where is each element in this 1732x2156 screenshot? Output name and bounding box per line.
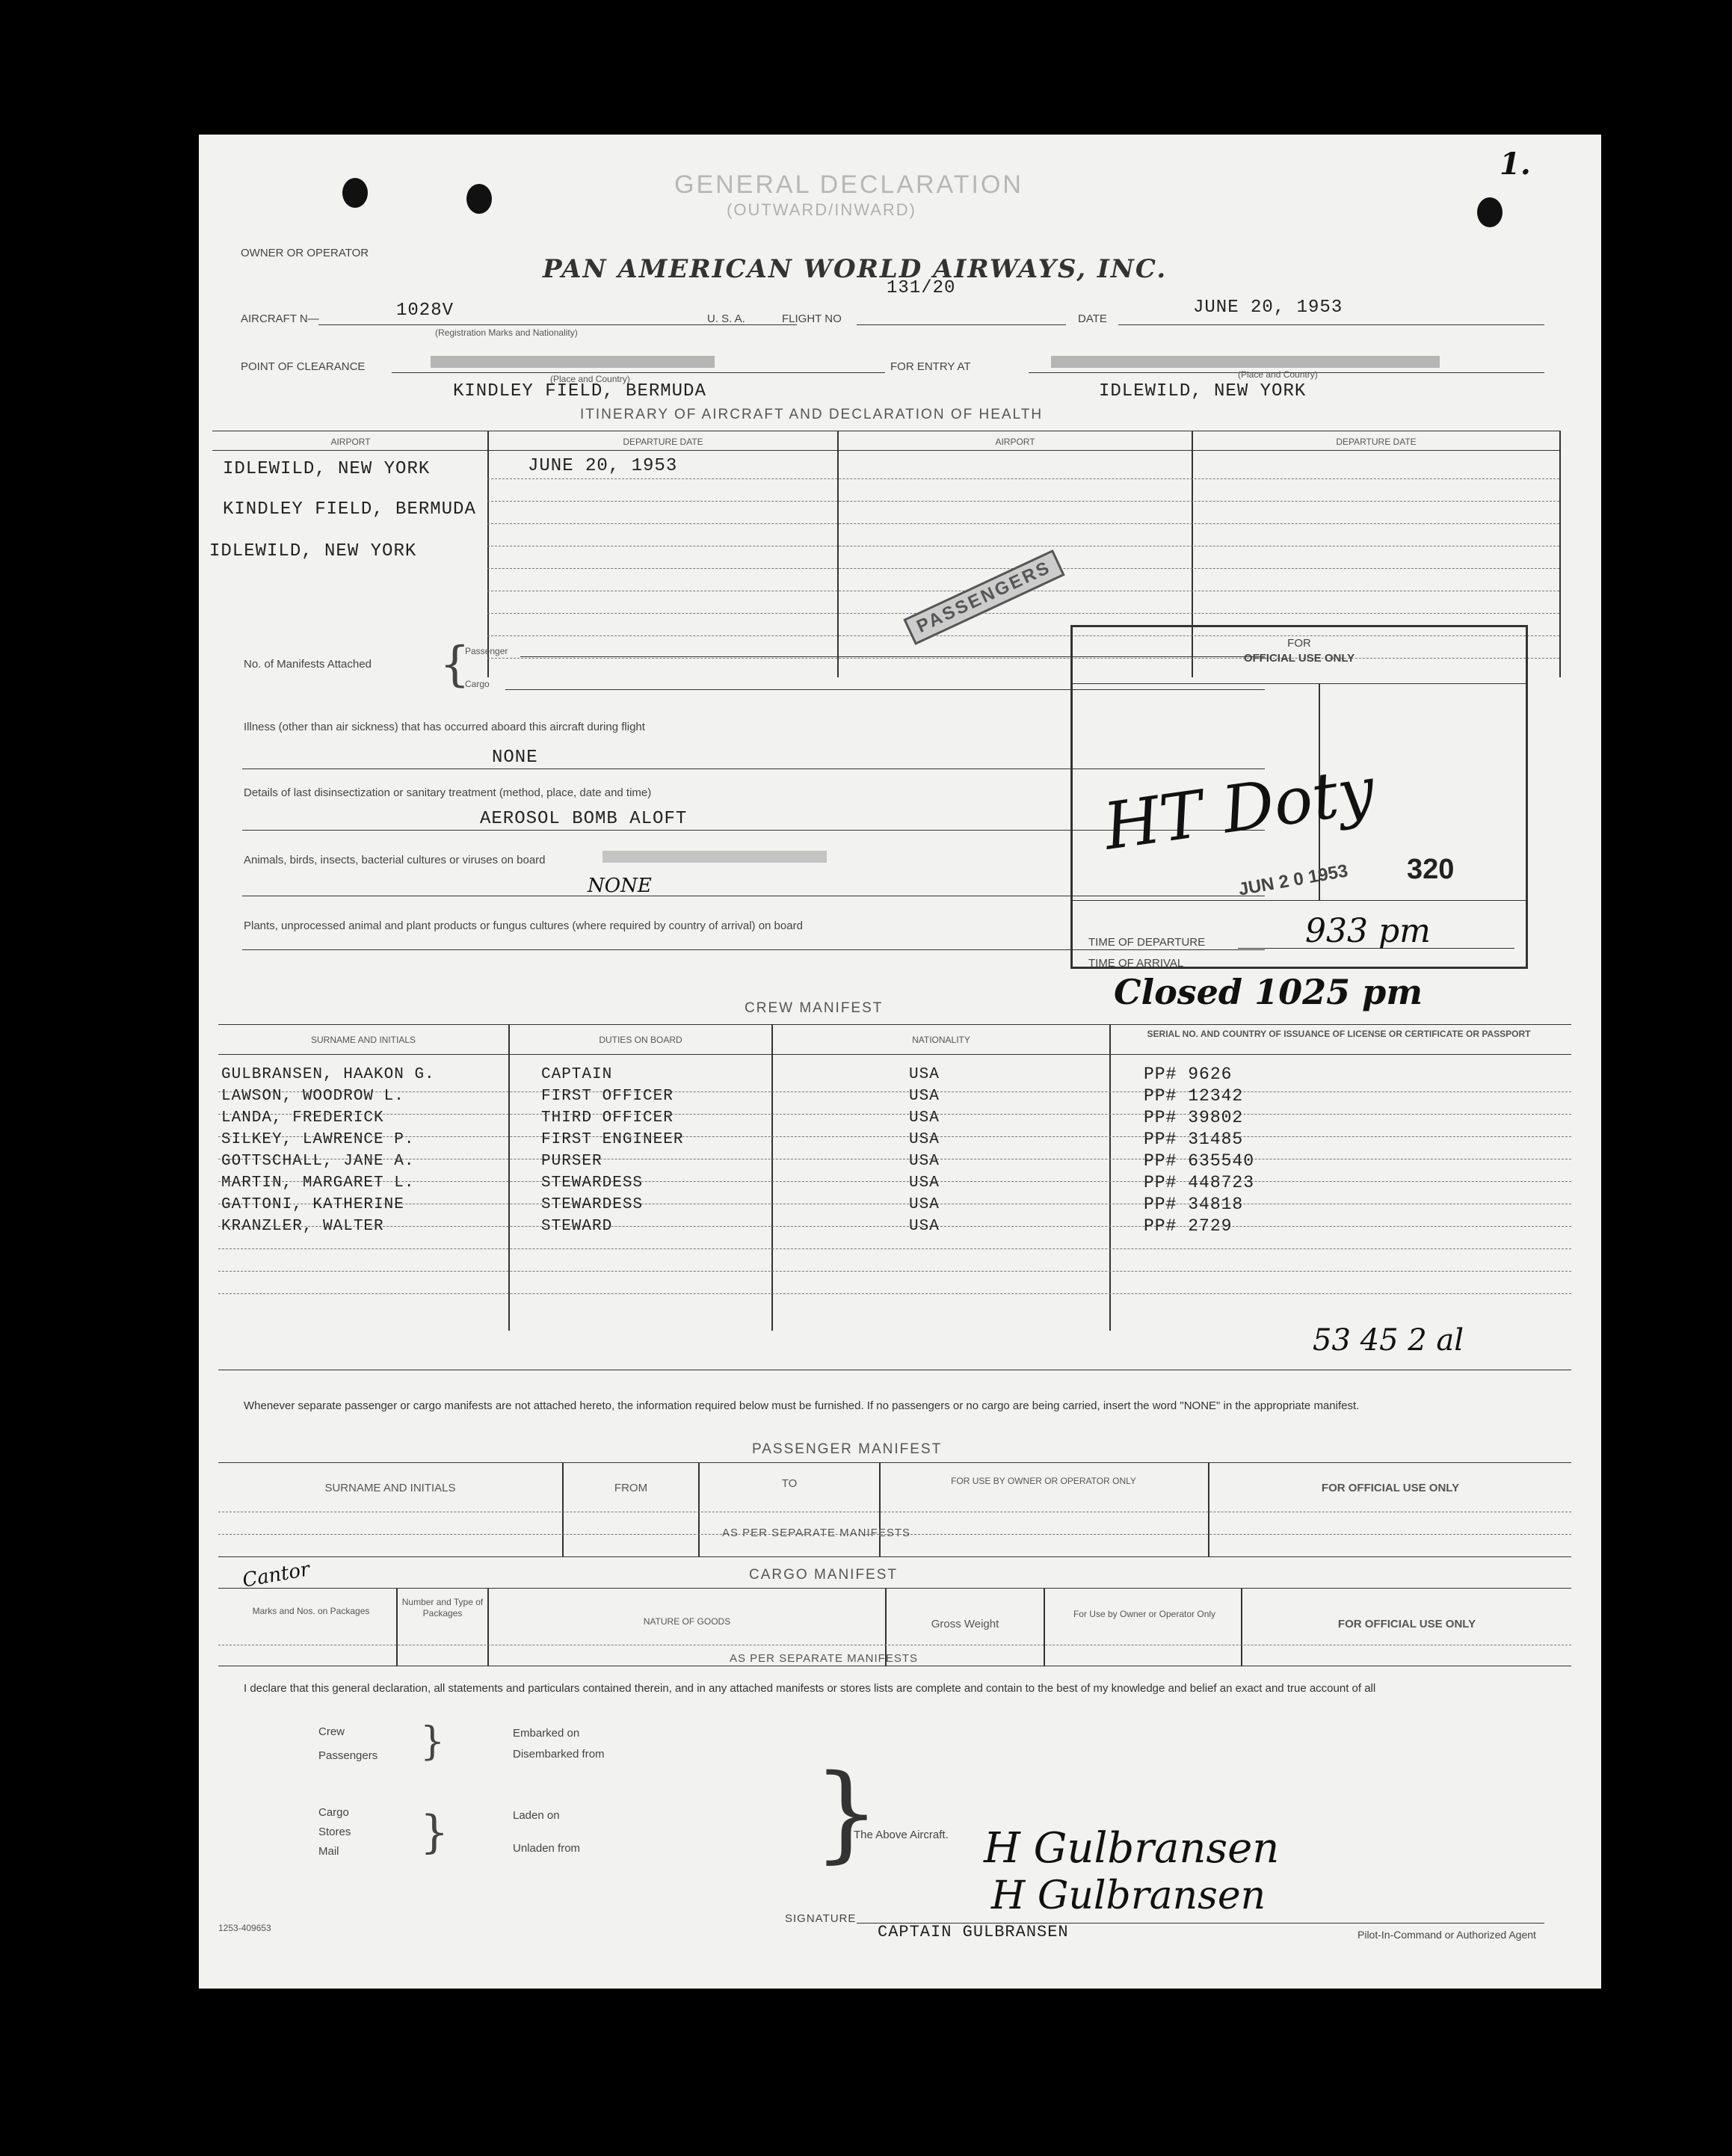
itinerary-header-date-2: DEPARTURE DATE bbox=[1336, 437, 1417, 447]
crew-header-nat: NATIONALITY bbox=[912, 1035, 970, 1045]
date-label: DATE bbox=[1078, 312, 1107, 325]
passenger-label: Passenger bbox=[465, 646, 508, 656]
above-aircraft: The Above Aircraft. bbox=[854, 1829, 949, 1841]
stamp-date: JUN 2 0 1953 bbox=[1236, 860, 1350, 900]
crew-duty: PURSER bbox=[541, 1153, 602, 1170]
crew-header-serial: SERIAL NO. AND COUNTRY OF ISSUANCE OF LICENSE OR CERTIFICATE OR PASSPORT bbox=[1147, 1029, 1531, 1039]
crew-nat: USA bbox=[909, 1088, 940, 1105]
top-right-mark: 1. bbox=[1500, 147, 1531, 182]
punch-hole-left-1 bbox=[342, 178, 368, 208]
disinsect-value: AEROSOL BOMB ALOFT bbox=[480, 809, 688, 829]
signer-typed: CAPTAIN GULBRANSEN bbox=[878, 1923, 1069, 1941]
animals-redacted bbox=[602, 851, 827, 863]
itinerary-header-airport-2: AIRPORT bbox=[995, 437, 1035, 447]
cm-header-weight: Gross Weight bbox=[931, 1618, 999, 1630]
aircraft-value: 1028V bbox=[396, 301, 454, 321]
pm-header-name: SURNAME AND INITIALS bbox=[324, 1482, 456, 1494]
form-number: 1253-409653 bbox=[218, 1923, 271, 1933]
punch-hole-left-2 bbox=[466, 184, 492, 214]
owner-name: PAN AMERICAN WORLD AIRWAYS, INC. bbox=[543, 254, 1168, 284]
crew-duty: FIRST ENGINEER bbox=[541, 1131, 684, 1148]
aircraft-sublabel: (Registration Marks and Nationality) bbox=[435, 327, 578, 338]
entry-value: IDLEWILD, NEW YORK bbox=[1099, 381, 1307, 401]
crew-rule bbox=[218, 1271, 1571, 1272]
pm-col-1 bbox=[562, 1462, 564, 1556]
cm-separate-note: AS PER SEPARATE MANIFESTS bbox=[730, 1652, 918, 1665]
signature-hand-1: H Gulbransen bbox=[984, 1824, 1280, 1873]
animals-value: NONE bbox=[588, 875, 652, 897]
cm-header-official: FOR OFFICIAL USE ONLY bbox=[1337, 1618, 1476, 1630]
animals-label: Animals, birds, insects, bacterial cultures or viruses on board bbox=[244, 854, 546, 866]
crew-top-line bbox=[218, 1024, 1571, 1025]
crew-name: GULBRANSEN, HAAKON G. bbox=[221, 1066, 435, 1083]
aircraft-label: AIRCRAFT N— bbox=[241, 312, 319, 325]
crew-nat: USA bbox=[909, 1153, 940, 1170]
crew-header-line bbox=[218, 1054, 1571, 1055]
crew-duty: STEWARDESS bbox=[541, 1196, 644, 1213]
itinerary-date: JUNE 20, 1953 bbox=[528, 456, 678, 476]
date-value: JUNE 20, 1953 bbox=[1193, 298, 1343, 318]
official-title-2: OFFICIAL USE ONLY bbox=[1243, 652, 1355, 665]
crew-name: LAWSON, WOODROW L. bbox=[221, 1088, 404, 1105]
itin-rule bbox=[487, 478, 1559, 479]
crew-duty: CAPTAIN bbox=[541, 1066, 613, 1083]
decl-brace-3: } bbox=[813, 1752, 881, 1874]
cargo-margin-note: Cantor bbox=[241, 1558, 312, 1592]
crew-rule bbox=[218, 1114, 1571, 1115]
crew-name: GOTTSCHALL, JANE A. bbox=[221, 1153, 415, 1170]
entry-redacted bbox=[1051, 356, 1440, 368]
crew-rule bbox=[218, 1136, 1571, 1137]
pm-separate-note: AS PER SEPARATE MANIFESTS bbox=[722, 1527, 910, 1539]
pm-header-official: FOR OFFICIAL USE ONLY bbox=[1321, 1482, 1460, 1494]
crew-duty: STEWARDESS bbox=[541, 1174, 644, 1192]
clearance-sublabel: (Place and Country) bbox=[550, 374, 630, 384]
pm-col-3 bbox=[879, 1462, 881, 1556]
official-title-1: FOR bbox=[1287, 637, 1311, 650]
crew-col-3 bbox=[1109, 1024, 1111, 1331]
passenger-manifest-title: PASSENGER MANIFEST bbox=[752, 1441, 943, 1457]
crew-rule bbox=[218, 1091, 1571, 1092]
entry-sublabel: (Place and Country) bbox=[1238, 369, 1318, 380]
official-divider bbox=[1070, 683, 1528, 684]
date-line bbox=[1118, 324, 1544, 325]
pm-bottom-line bbox=[218, 1556, 1571, 1557]
decl-brace-2: } bbox=[420, 1806, 449, 1858]
punch-hole-right bbox=[1477, 197, 1503, 227]
unladen-label: Unladen from bbox=[513, 1842, 581, 1855]
official-signature: HT Doty bbox=[1099, 753, 1379, 865]
crew-name: LANDA, FREDERICK bbox=[221, 1109, 384, 1127]
decl-brace-1: } bbox=[420, 1719, 446, 1764]
stamp-number: 320 bbox=[1407, 854, 1455, 885]
crew-duty: STEWARD bbox=[541, 1218, 613, 1235]
crew-col-1 bbox=[508, 1024, 510, 1331]
decl-stores-label: Stores bbox=[318, 1826, 351, 1838]
crew-nat: USA bbox=[909, 1066, 940, 1083]
crew-nat: USA bbox=[909, 1109, 940, 1127]
crew-name: GATTONI, KATHERINE bbox=[221, 1196, 404, 1213]
itinerary-header-date-1: DEPARTURE DATE bbox=[623, 437, 703, 447]
laden-label: Laden on bbox=[513, 1809, 560, 1822]
crew-serial: PP# 635540 bbox=[1144, 1151, 1255, 1171]
cm-col-4 bbox=[1044, 1588, 1045, 1666]
pm-header-owner: FOR USE BY OWNER OR OPERATOR ONLY bbox=[951, 1476, 1136, 1486]
itin-rule bbox=[487, 523, 1559, 524]
crew-title: CREW MANIFEST bbox=[745, 1000, 884, 1016]
crew-header-name: SURNAME AND INITIALS bbox=[310, 1035, 416, 1045]
crew-rule bbox=[218, 1181, 1571, 1182]
crew-tally: 53 45 2 al bbox=[1313, 1323, 1464, 1358]
signature-label: SIGNATURE bbox=[785, 1912, 857, 1925]
crew-rule bbox=[218, 1226, 1571, 1227]
crew-duty: FIRST OFFICER bbox=[541, 1088, 674, 1105]
crew-name: MARTIN, MARGARET L. bbox=[221, 1174, 415, 1192]
crew-col-2 bbox=[771, 1024, 773, 1331]
crew-header-duty: DUTIES ON BOARD bbox=[599, 1035, 682, 1045]
departure-label: TIME OF DEPARTURE bbox=[1088, 936, 1206, 949]
passengers-stamp: PASSENGERS bbox=[903, 549, 1064, 645]
cm-col-2 bbox=[487, 1588, 489, 1666]
flight-value: 131/20 bbox=[887, 278, 956, 298]
cm-header-nature: NATURE OF GOODS bbox=[643, 1616, 731, 1627]
itinerary-header-airport-1: AIRPORT bbox=[330, 437, 371, 447]
pm-header-to: TO bbox=[781, 1477, 798, 1490]
owner-label: OWNER OR OPERATOR bbox=[241, 247, 369, 259]
itin-rule bbox=[487, 501, 1559, 502]
arrival-line bbox=[1238, 967, 1514, 968]
itinerary-airport: IDLEWILD, NEW YORK bbox=[209, 541, 417, 561]
form-subtitle: (OUTWARD/INWARD) bbox=[727, 200, 916, 219]
clearance-line bbox=[392, 372, 885, 373]
disembarked-label: Disembarked from bbox=[513, 1748, 605, 1761]
cm-header-owner: For Use by Owner or Operator Only bbox=[1073, 1609, 1216, 1619]
clearance-label: POINT OF CLEARANCE bbox=[241, 360, 366, 373]
entry-label: FOR ENTRY AT bbox=[890, 360, 971, 373]
cargo-manifest-title: CARGO MANIFEST bbox=[749, 1567, 899, 1583]
illness-label: Illness (other than air sickness) that has occurred aboard this aircraft during flight bbox=[244, 721, 645, 733]
closed-note: Closed 1025 pm bbox=[1114, 972, 1423, 1012]
flight-label: FLIGHT NO bbox=[782, 312, 842, 325]
departure-time: 933 pm bbox=[1305, 912, 1431, 950]
itinerary-airport: IDLEWILD, NEW YORK bbox=[223, 459, 431, 479]
decl-mail-label: Mail bbox=[318, 1845, 339, 1858]
crew-serial: PP# 34818 bbox=[1144, 1195, 1244, 1214]
signature-hand-2: H Gulbransen bbox=[991, 1873, 1266, 1918]
crew-nat: USA bbox=[909, 1174, 940, 1192]
crew-rule bbox=[218, 1293, 1571, 1294]
crew-serial: PP# 2729 bbox=[1144, 1216, 1233, 1236]
pm-header-from: FROM bbox=[614, 1482, 648, 1494]
clearance-value: KINDLEY FIELD, BERMUDA bbox=[453, 381, 706, 401]
pm-top-line bbox=[218, 1462, 1571, 1463]
plants-label: Plants, unprocessed animal and plant products or fungus cultures (where required by country of arrival) on board bbox=[244, 920, 803, 932]
pic-label: Pilot-In-Command or Authorized Agent bbox=[1357, 1929, 1536, 1941]
crew-serial: PP# 448723 bbox=[1144, 1173, 1255, 1192]
crew-serial: PP# 31485 bbox=[1144, 1130, 1244, 1149]
itinerary-airport: KINDLEY FIELD, BERMUDA bbox=[223, 499, 476, 520]
crew-serial: PP# 12342 bbox=[1144, 1086, 1244, 1106]
crew-name: SILKEY, LAWRENCE P. bbox=[221, 1131, 415, 1148]
itinerary-title: ITINERARY OF AIRCRAFT AND DECLARATION OF HEALTH bbox=[580, 407, 1044, 422]
decl-crew-label: Crew bbox=[318, 1725, 345, 1738]
itinerary-header-line bbox=[212, 450, 1561, 451]
official-times-line bbox=[1070, 900, 1528, 901]
decl-passengers-label: Passengers bbox=[318, 1749, 378, 1762]
manifests-label: No. of Manifests Attached bbox=[244, 658, 372, 671]
manifests-brace: { bbox=[440, 637, 470, 692]
crew-nat: USA bbox=[909, 1131, 940, 1148]
crew-serial: PP# 39802 bbox=[1144, 1108, 1244, 1127]
decl-cargo-label: Cargo bbox=[318, 1806, 349, 1819]
arrival-label: TIME OF ARRIVAL bbox=[1088, 957, 1184, 970]
usa-label: U. S. A. bbox=[707, 312, 745, 325]
itinerary-col-2 bbox=[837, 431, 839, 677]
crew-name: KRANZLER, WALTER bbox=[221, 1218, 384, 1235]
crew-duty: THIRD OFFICER bbox=[541, 1109, 674, 1127]
declaration-form bbox=[199, 135, 1601, 1989]
crew-nat: USA bbox=[909, 1218, 940, 1235]
pm-col-2 bbox=[698, 1462, 700, 1556]
flight-line bbox=[857, 324, 1066, 325]
itin-rule bbox=[487, 613, 1559, 614]
manifest-notice: Whenever separate passenger or cargo manifests are not attached hereto, the information required below must be furnished. If no passengers or no cargo are being carried, insert the word "NONE" in the appropriate manifest. bbox=[244, 1399, 1360, 1412]
cargo-label: Cargo bbox=[465, 679, 490, 689]
cm-top-line bbox=[218, 1588, 1571, 1589]
form-title: GENERAL DECLARATION bbox=[674, 170, 1023, 199]
pm-col-4 bbox=[1208, 1462, 1209, 1556]
illness-value: NONE bbox=[492, 748, 538, 768]
declaration-text: I declare that this general declaration, all statements and particulars contained therein, and in any attached manifests or stores lists are complete and contain to the best of my knowledge and belief an exact and true account of all bbox=[244, 1682, 1376, 1695]
crew-rule bbox=[218, 1248, 1571, 1249]
crew-serial: PP# 9626 bbox=[1144, 1065, 1233, 1084]
clearance-redacted bbox=[431, 356, 715, 368]
embarked-label: Embarked on bbox=[513, 1727, 580, 1740]
cm-header-number: Number and Type of Packages bbox=[401, 1597, 484, 1618]
itinerary-col-1 bbox=[487, 431, 489, 677]
cm-header-marks: Marks and Nos. on Packages bbox=[252, 1606, 370, 1616]
itinerary-col-4 bbox=[1559, 431, 1561, 677]
disinsect-label: Details of last disinsectization or sanitary treatment (method, place, date and time) bbox=[244, 786, 652, 799]
crew-nat: USA bbox=[909, 1196, 940, 1213]
